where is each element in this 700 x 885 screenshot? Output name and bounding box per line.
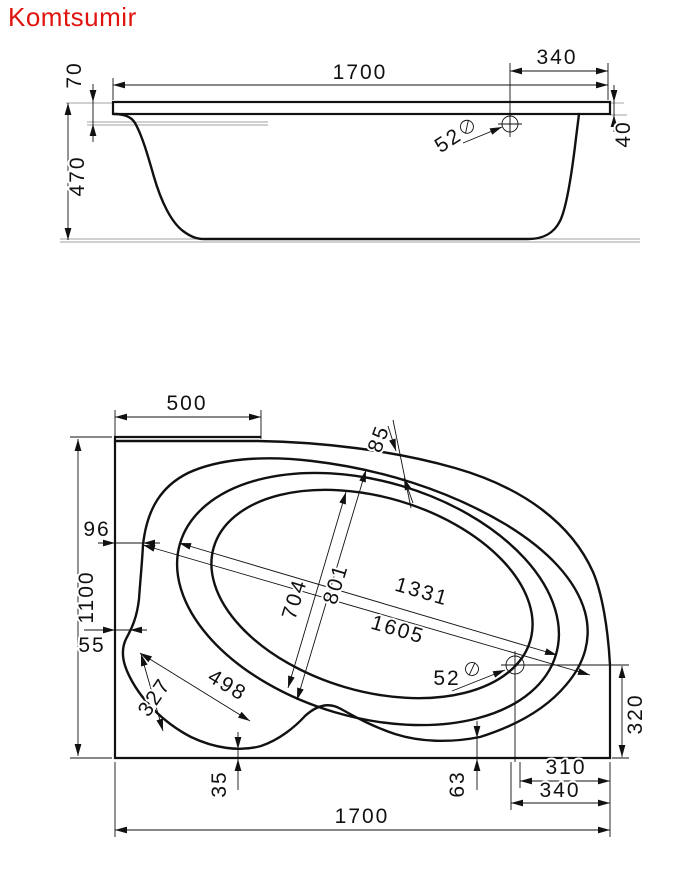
- svg-text:52: 52: [430, 123, 467, 158]
- svg-text:1605: 1605: [368, 610, 428, 649]
- dim-plan-drain-diameter: [433, 661, 505, 691]
- dim-plan-overall-length: [115, 805, 610, 830]
- svg-text:55: 55: [78, 634, 106, 657]
- svg-text:40: 40: [612, 120, 635, 148]
- plan-flange-edge: [115, 441, 610, 665]
- svg-text:63: 63: [446, 770, 469, 798]
- dim-side-rim-thickness: [612, 85, 635, 148]
- side-view: [60, 46, 640, 242]
- dim-plan-drain-to-end: [511, 779, 610, 803]
- plan-view: [70, 392, 647, 837]
- dim-side-overall-height: [66, 103, 89, 240]
- dim-plan-basin-length-outer: [143, 545, 590, 675]
- dim-plan-overall-width: [70, 437, 112, 758]
- svg-text:498: 498: [203, 665, 251, 706]
- side-guide-lines: [60, 103, 640, 242]
- svg-text:327: 327: [133, 673, 176, 721]
- svg-text:1100: 1100: [75, 570, 98, 624]
- svg-text:52: 52: [433, 667, 461, 690]
- svg-text:96: 96: [83, 518, 111, 541]
- dim-side-drain-to-end: [510, 46, 608, 132]
- drawing-title: Komtsumir: [8, 2, 137, 32]
- svg-text:470: 470: [66, 155, 89, 197]
- dim-plan-drain-to-end-inner: [520, 756, 610, 781]
- svg-text:70: 70: [63, 61, 86, 89]
- svg-text:340: 340: [536, 46, 578, 69]
- svg-text:310: 310: [545, 756, 587, 779]
- svg-text:85: 85: [363, 421, 395, 456]
- svg-text:1331: 1331: [392, 572, 452, 611]
- dim-plan-straight-edge: [115, 392, 261, 439]
- dim-side-rim-drop: [63, 61, 93, 142]
- svg-text:340: 340: [539, 779, 581, 802]
- svg-text:704: 704: [277, 576, 312, 623]
- side-tub-profile: [114, 114, 579, 239]
- dim-side-overall-length: [113, 61, 608, 100]
- dim-side-drain-diameter: [431, 115, 502, 158]
- diameter-icon: [464, 661, 481, 678]
- plan-rim-inner-contour: [123, 458, 588, 748]
- svg-text:801: 801: [318, 561, 353, 608]
- dim-plan-basin-to-edge: [446, 721, 477, 798]
- svg-text:1700: 1700: [332, 61, 388, 84]
- svg-text:35: 35: [208, 770, 231, 798]
- diameter-icon: [458, 118, 476, 136]
- svg-text:1700: 1700: [334, 805, 390, 828]
- side-rim-deck: [113, 102, 610, 114]
- svg-text:500: 500: [166, 392, 208, 415]
- dim-plan-lobe-to-edge: [208, 732, 238, 798]
- dim-plan-waist-to-wall: [78, 630, 147, 657]
- svg-text:320: 320: [624, 693, 647, 735]
